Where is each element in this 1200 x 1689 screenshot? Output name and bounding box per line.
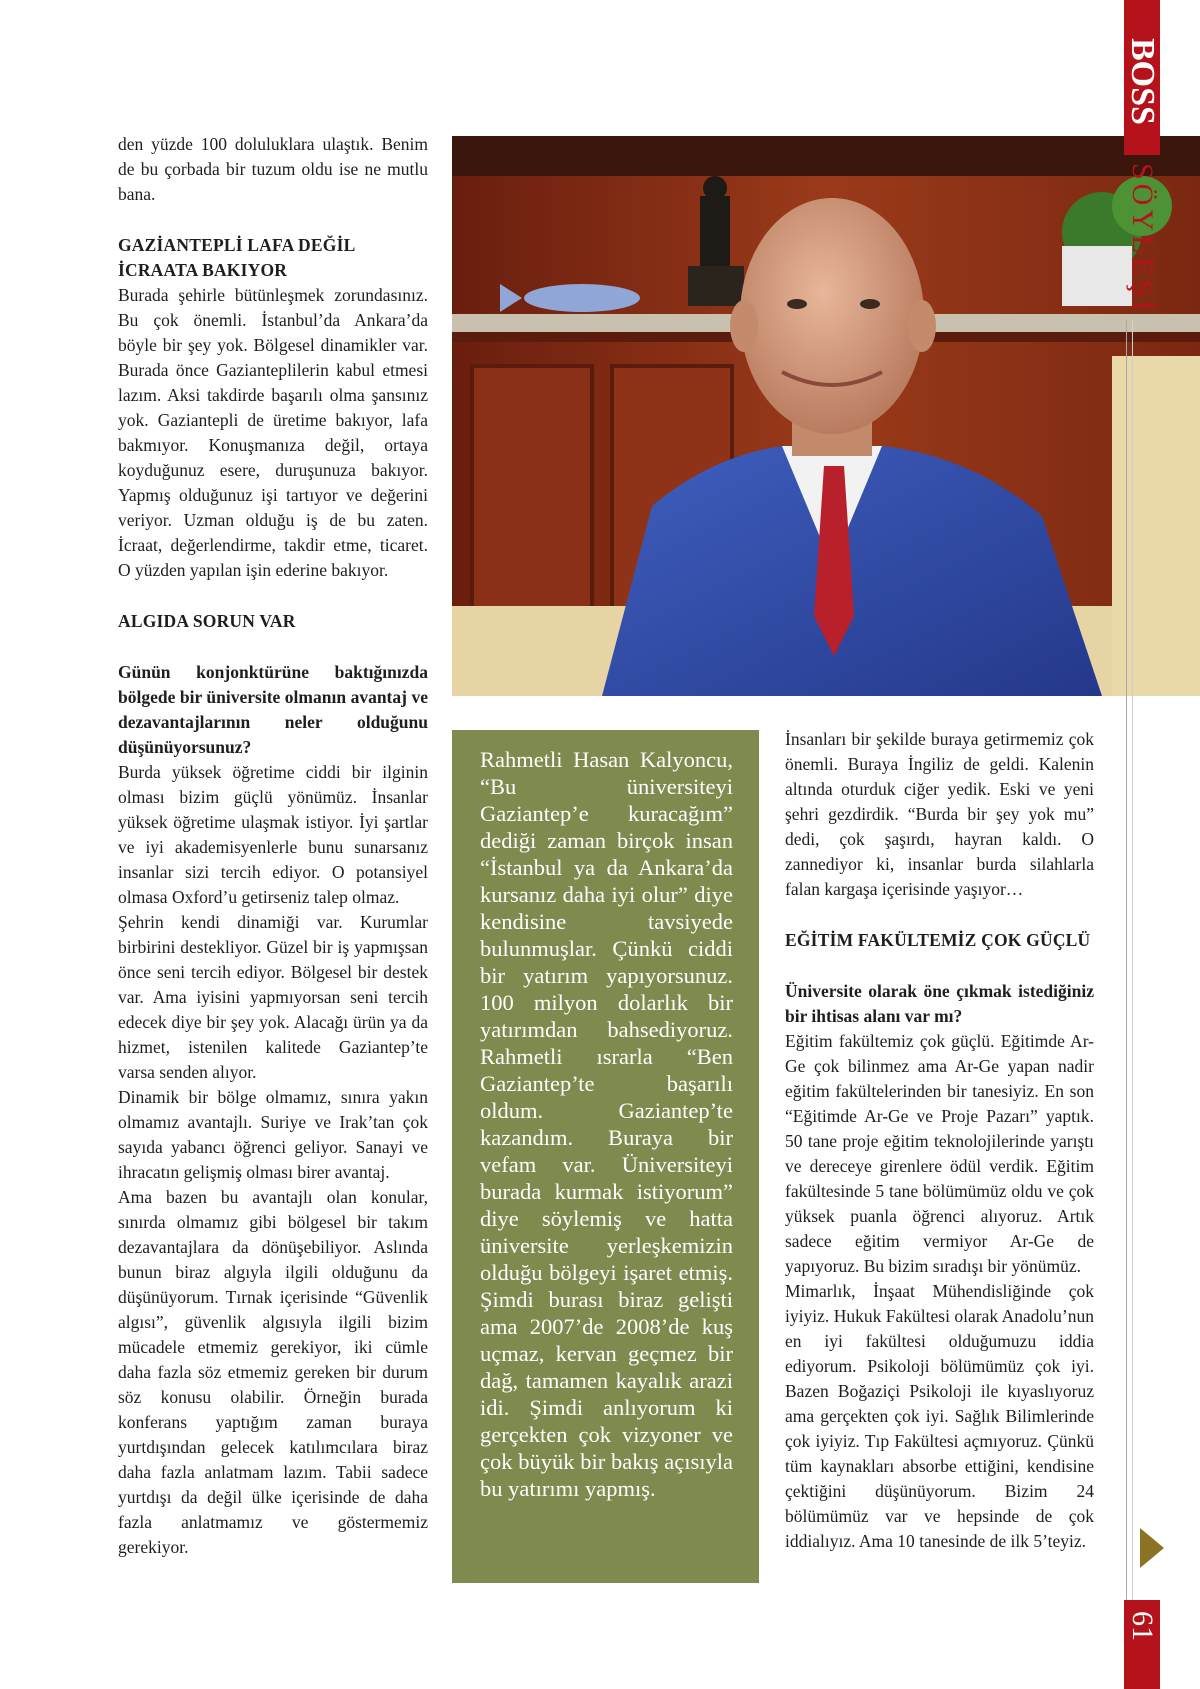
brand-label: BOSS [1124, 38, 1161, 125]
heading-egitim: EĞİTİM FAKÜLTEMİZ ÇOK GÜÇLÜ [785, 930, 1091, 950]
pull-quote-box [452, 730, 759, 1583]
paragraph: Ama bazen bu avantajlı olan konular, sınırda olmamız gibi bölgesel bir takım dezavantajlara da dönüşebiliyor. Aslında bunun biraz algıyla ilgili olduğunu da düşünüyorum. Tırnak içerisinde “Güvenlik algısı”, güvenlik algısıyla ilgili bizim mücadele etmemiz gerekiyor, iki cümle daha fazla söz etmemiz gereken bir durum söz konusu olabilir. Örneğin burada konferans yaptığım zaman buraya yurtdışından gelecek katılımcılara biraz daha fazla anlatmam lazım. Tabii sadece yurtdışı da değil ülke içerisinde de daha fazla anlatmamız ve göstermemiz gerekiyor. [118, 1187, 428, 1557]
paragraph: Mimarlık, İnşaat Mühendisliğinde çok iyiyiz. Hukuk Fakültesi olarak Anadolu’nun en iyi fakültesi olduğumuzu iddia ediyorum. Psikoloji bölümümüz çok iyi. Bazen Boğaziçi Psikoloji ile kıyaslıyoruz ama gerçekten çok iyi. Sağlık Bilimlerinde çok iyiyiz. Tıp Fakültesi açmıyoruz. Çünkü tüm kaynakları absorbe ettiğini, kendisine çektiğini düşünüyorum. Bizim 24 bölümümüz var ve hepsinde de çok iddialıyız. Ama 10 tanesinde de ilk 5’teyiz. [785, 1281, 1094, 1551]
paragraph: Eğitim fakültemiz çok güçlü. Eğitimde Ar-Ge çok bilinmez ama Ar-Ge yapan nadir eğitim fakültelerinden bir tanesiyiz. En son “Eğitimde Ar-Ge ve Proje Pazarı” yaptık. 50 tane proje eğitim teknolojilerinde yarıştı ve dereceye girenlere ödül verdik. Eğitim fakültesinde 5 tane bölümümüz oldu ve çok yüksek puanla öğrenci alıyoruz. Artık sadece eğitim vermiyor Ar-Ge de yapıyoruz. Bu bizim sıradışı bir yönümüz. [785, 1031, 1094, 1276]
page-number: 61 [1126, 1611, 1159, 1641]
interviewee-photo [452, 136, 1200, 696]
paragraph: Burda yüksek öğretime ciddi bir ilginin olması bizim güçlü yönümüz. İnsanlar yüksek öğretime ulaşmak istiyor. İyi şartlar ve iyi akademisyenlerle bunu sunarsanız insanlar sizi tercih ediyor. O potansiyel olmasa Oxford’u getirseniz talep olmaz. [118, 762, 428, 907]
photo-illustration [452, 136, 1200, 696]
side-divider [1132, 320, 1133, 1600]
triangle-arrow-icon [1140, 1528, 1164, 1568]
side-divider [1126, 320, 1127, 1600]
intro-paragraph: den yüzde 100 doluluklara ulaştık. Benim de bu çorbada bir tuzum oldu ise ne mutlu bana. [118, 134, 428, 204]
paragraph: Burada şehirle bütünleşmek zorundasınız. Bu çok önemli. İstanbul’da Ankara’da böyle bir şey yok. Bölgesel dinamikler var. Burada önce Gazianteplilerin kabul etmesi lazım. Aksi takdirde başarılı olma şansınız yok. Gaziantepli de üretime bakıyor, lafa bakmıyor. Konuşmanıza değil, ortaya koyduğunuz esere, duruşunuza bakıyor. Yapmış olduğunuz işi tartıyor ve değerini veriyor. Uzman olduğu iş de bu zaten. İcraat, değerlendirme, takdir etme, ticaret. O yüzden yapılan işin ederine bakıyor. [118, 285, 428, 580]
paragraph: Dinamik bir bölge olmamız, sınıra yakın olmamız avantajlı. Suriye ve Irak’tan çok sayıda yabancı öğrenci geliyor. Sanayi ve ihracatın gelişmiş olması birer avantaj. [118, 1087, 428, 1182]
left-text-column [118, 132, 428, 1560]
heading-gaziantepli: GAZİANTEPLİ LAFA DEĞİL İCRAATA BAKIYOR [118, 235, 355, 280]
section-label: SÖYLEŞİ [1126, 163, 1159, 315]
heading-algida: ALGIDA SORUN VAR [118, 611, 296, 631]
interview-question: Üniversite olarak öne çıkmak istediğiniz bir ihtisas alanı var mı? [785, 981, 1094, 1026]
interview-question: Günün konjonktürüne baktığınızda bölgede bir üniversite olmanın avantaj ve dezavantajlarının neler olduğunu düşünüyorsunuz? [118, 662, 428, 757]
pull-quote-text: Rahmetli Hasan Kalyoncu, “Bu üniversiteyi Gaziantep’e kuracağım” dediği zaman birçok insan “İstanbul ya da Ankara’da kursanız daha iyi olur” diye kendisine tavsiyede bulunmuşlar. Çünkü ciddi bir yatırım yapıyorsunuz. 100 milyon dolarlık bir yatırımdan bahsediyoruz. Rahmetli ısrarla “Ben Gaziantep’te başarılı oldum. Gaziantep’te kazandım. Buraya bir vefam var. Üniversiteyi burada kurmak istiyorum” diye söylemiş ve hatta üniversite yerleşkemizin olduğu bölgeyi işaret etmiş. Şimdi burası biraz gelişti ama 2007’de 2008’de kuş uçmaz, kervan geçmez bir dağ, tamamen kayalık arazi idi. Şimdi anlıyorum ki gerçekten çok vizyoner ve çok büyük bir bakış açısıyla bu yatırımı yapmış. [480, 747, 733, 1501]
paragraph: İnsanları bir şekilde buraya getirmemiz çok önemli. Buraya İngiliz de geldi. Kalenin altında oturduk ciğer yedik. Eski ve yeni şehri gezdirdik. “Burda bir şey yok mu” dedi, çok şaşırdı, hayran kaldı. O zannediyor ki, insanlar burda silahlarla falan kargaşa içerisinde yaşıyor… [785, 729, 1094, 899]
right-text-column [785, 727, 1094, 1554]
paragraph: Şehrin kendi dinamiği var. Kurumlar birbirini destekliyor. Güzel bir iş yapmışsan önce seni tercih ediyor. Bölgesel bir destek var. Ama iyisini yapmıyorsan seni tercih edecek diye bir şey yok. Alacağı ürün ya da hizmet, istenilen kalitede Gaziantep’te varsa senden alıyor. [118, 912, 428, 1082]
